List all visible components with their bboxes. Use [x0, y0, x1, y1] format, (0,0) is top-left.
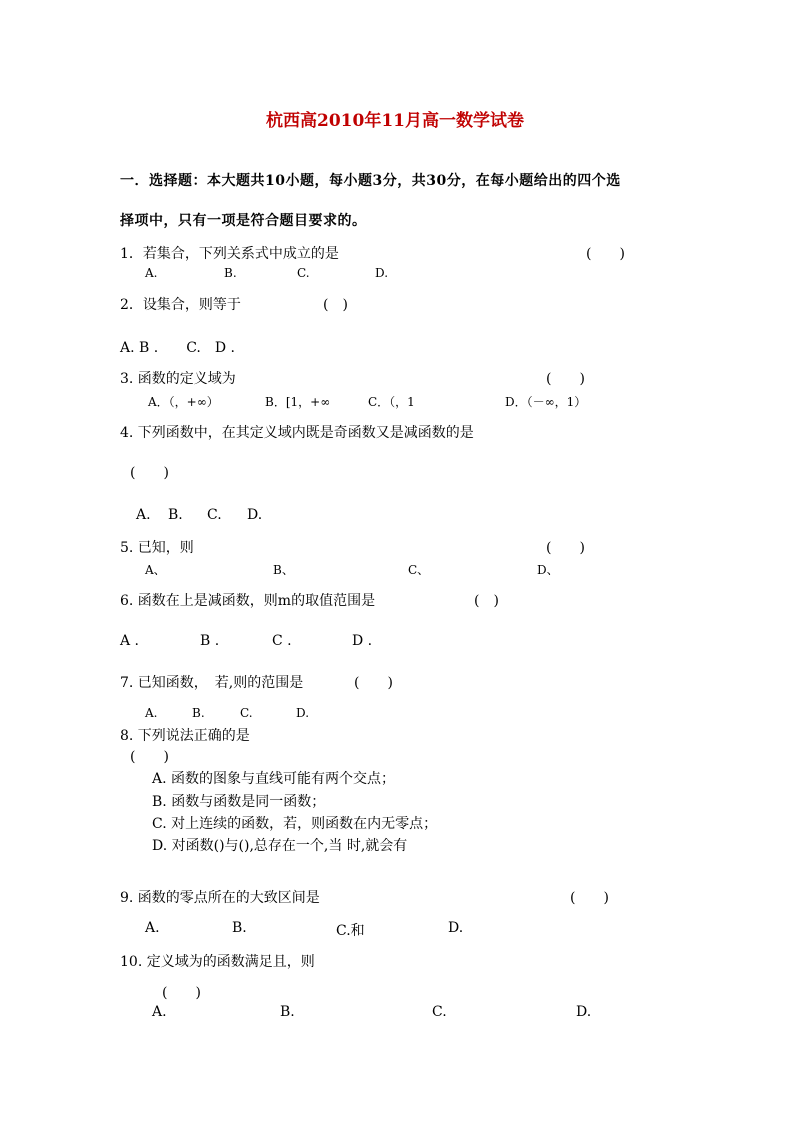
q8-item-a: A. 函数的图象与直线可能有两个交点；: [152, 771, 396, 787]
q1-option-d: D.: [375, 266, 389, 280]
q4-option-c: C.: [207, 507, 222, 523]
q10-option-c: C.: [432, 1004, 447, 1020]
q4-stem: 4. 下列函数中，在其定义域内既是奇函数又是减函数的是: [120, 425, 474, 441]
q8-item-d: D. 对函数()与(),总存在一个,当 时,就会有: [152, 838, 408, 854]
q1-option-c: C.: [297, 266, 310, 280]
q1-stem: 1．若集合，下列关系式中成立的是: [120, 246, 339, 262]
section-heading-line2: 择项中，只有一项是符合题目要求的。: [120, 213, 367, 229]
q1-option-a: A.: [145, 266, 158, 280]
q9-stem: 9. 函数的零点所在的大致区间是: [120, 890, 320, 906]
q3-option-b: B．[1，+∞: [265, 395, 331, 409]
q2-stem: 2．设集合，则等于: [120, 297, 241, 313]
q10-option-b: B.: [280, 1004, 295, 1020]
q8-answer-paren: ( ): [130, 749, 169, 765]
q2-answer-paren: ( ): [323, 297, 348, 313]
q3-answer-paren: ( ): [546, 371, 585, 387]
q7-option-c: C.: [240, 706, 253, 720]
q9-answer-paren: ( ): [570, 890, 609, 906]
q10-option-d: D.: [576, 1004, 592, 1020]
q6-option-a: A .: [120, 633, 140, 649]
q3-option-a: A．（，+∞）: [148, 395, 219, 409]
q6-stem: 6. 函数在上是减函数，则m的取值范围是: [120, 593, 376, 609]
q6-option-d: D .: [352, 633, 373, 649]
q5-option-d: D、: [537, 563, 559, 577]
q8-item-c: C. 对上连续的函数，若，则函数在内无零点；: [152, 816, 438, 832]
q6-answer-paren: ( ): [474, 593, 499, 609]
q5-option-b: B、: [273, 563, 294, 577]
q5-option-a: A、: [145, 563, 166, 577]
q9-option-a: A.: [145, 920, 160, 936]
q10-stem: 10. 定义域为的函数满足且，则: [120, 954, 315, 970]
q8-stem: 8. 下列说法正确的是: [120, 728, 250, 744]
q2-options: A. B . C. D .: [120, 340, 235, 356]
q8-item-b: B. 函数与函数是同一函数；: [152, 794, 326, 810]
q3-option-c: C．（，1: [368, 395, 415, 409]
q5-stem: 5. 已知，则: [120, 540, 194, 556]
q7-option-d: D.: [296, 706, 310, 720]
q5-option-c: C、: [408, 563, 430, 577]
q7-stem: 7. 已知函数， 若,则的范围是: [120, 675, 304, 691]
q4-option-a: A.: [136, 507, 151, 523]
q6-option-b: B .: [200, 633, 220, 649]
q4-option-d: D.: [247, 507, 263, 523]
q3-stem: 3. 函数的定义域为: [120, 371, 236, 387]
q10-answer-paren: ( ): [162, 985, 201, 1001]
q7-option-b: B.: [192, 706, 205, 720]
page-title: 杭西高2010年11月高一数学试卷: [266, 111, 524, 131]
q9-option-b: B.: [232, 920, 247, 936]
q7-option-a: A.: [145, 706, 158, 720]
section-heading-line1: 一．选择题：本大题共10小题，每小题3分，共30分，在每小题给出的四个选: [120, 173, 621, 189]
q9-option-c: C.和: [336, 923, 365, 939]
q4-option-b: B.: [168, 507, 183, 523]
q7-answer-paren: ( ): [354, 675, 393, 691]
q10-option-a: A.: [152, 1004, 167, 1020]
q1-option-b: B.: [224, 266, 237, 280]
q9-option-d: D.: [448, 920, 464, 936]
q6-option-c: C .: [272, 633, 292, 649]
q3-option-d: D．（－∞，1）: [505, 395, 587, 409]
q4-answer-paren: ( ): [130, 465, 169, 481]
q5-answer-paren: ( ): [546, 540, 585, 556]
q1-answer-paren: ( ): [586, 246, 625, 262]
